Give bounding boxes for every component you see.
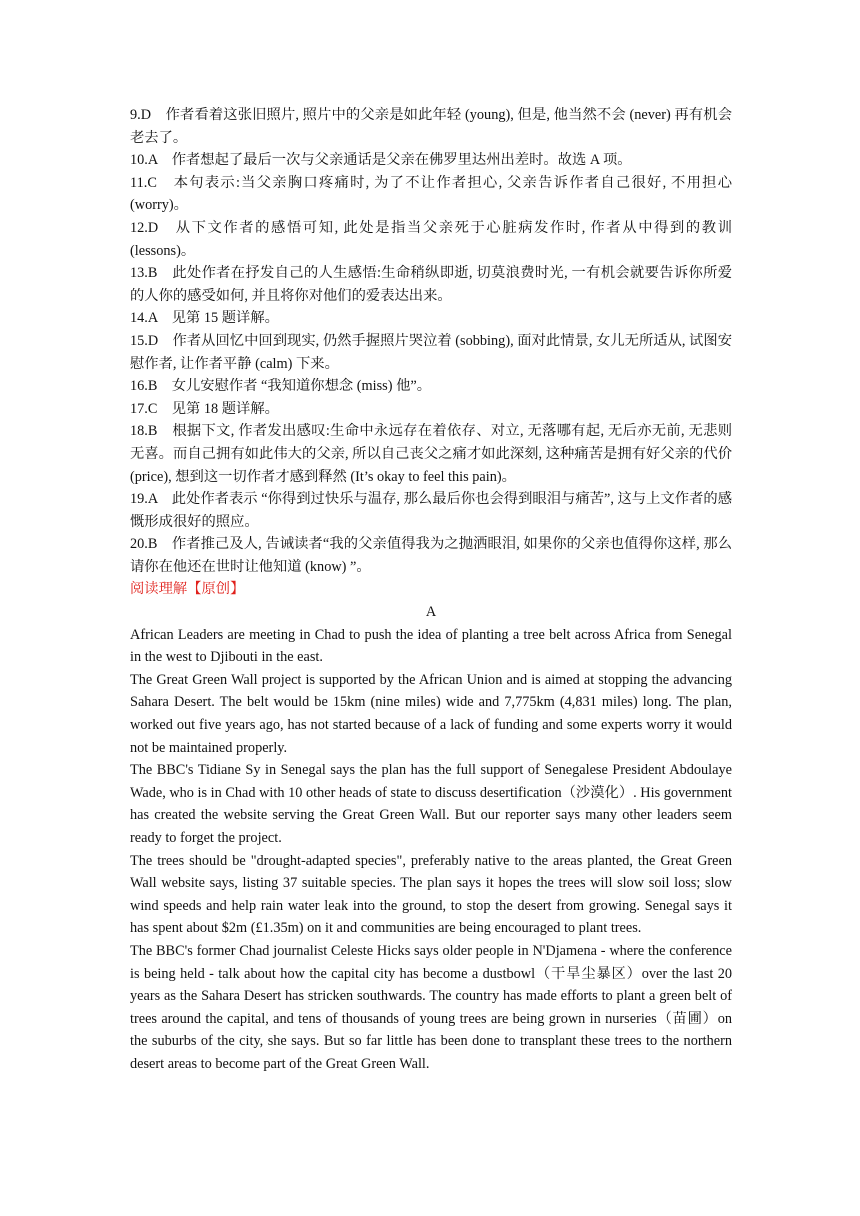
answer-9: 9.D 作者看着这张旧照片, 照片中的父亲是如此年轻 (young), 但是, 他当然不会 (never) 再有机会老去了。 — [130, 107, 732, 146]
answer-18: 18.B 根据下文, 作者发出感叹:生命中永远存在着依存、对立, 无落哪有起, 无后亦无前, 无悲则无喜。而自己拥有如此伟大的父亲, 所以自己丧父之痛才如此深刻, 这种痛苦是拥有好父亲的代价 (price), 想到这一切作者才感到释然 (It’s okay to feel this pain)。 — [130, 423, 732, 485]
passage-paragraph-1: African Leaders are meeting in Chad to push the idea of planting a tree belt across Africa from Senegal in the west to Djibouti in the east. — [130, 626, 732, 666]
answer-10: 10.A 作者想起了最后一次与父亲通话是父亲在佛罗里达州出差时。故选 A 项。 — [130, 152, 632, 169]
answer-16: 16.B 女儿安慰作者 “我知道你想念 (miss) 他”。 — [130, 378, 432, 395]
answer-14: 14.A 见第 15 题详解。 — [130, 310, 279, 327]
passage-paragraph-5: The BBC's former Chad journalist Celeste Hicks says older people in N'Djamena - where the conference is being held - talk about how the capital city has become a dustbowl（干旱尘暴区）over the last 20 years as the Sahara Desert has stricken southwards. The country has made efforts to plant a green belt of trees around the capital, and tens of thousands of young trees are being grown in nurseries（苗圃）on the suburbs of the city, she says. But so far little has been done to transplant these trees to the northern desert areas to become part of the Great Green Wall. — [130, 942, 732, 1072]
passage-paragraph-3: The BBC's Tidiane Sy in Senegal says the plan has the full support of Senegalese President Abdoulaye Wade, who is in Chad with 10 other heads of state to discuss desertification（沙漠化）. His government has created the website serving the Great Green Wall. But our reporter says many other leaders seem ready to forget the project. — [130, 762, 732, 846]
answer-17: 17.C 见第 18 题详解。 — [130, 400, 279, 417]
answer-12: 12.D 从下文作者的感悟可知, 此处是指当父亲死于心脏病发作时, 作者从中得到的教训 (lessons)。 — [130, 219, 732, 259]
section-heading: 阅读理解【原创】 — [130, 581, 245, 598]
answer-20: 20.B 作者推己及人, 告诫读者“我的父亲值得我为之抛洒眼泪, 如果你的父亲也值得你这样, 那么请你在他还在世时让他知道 (know) ”。 — [130, 536, 732, 575]
answer-19: 19.A 此处作者表示 “你得到过快乐与温存, 那么最后你也会得到眼泪与痛苦”, 这与上文作者的感慨形成很好的照应。 — [130, 491, 732, 530]
passage-label: A — [425, 604, 437, 621]
answer-11: 11.C 本句表示:当父亲胸口疼痛时, 为了不让作者担心, 父亲告诉作者自己很好, 不用担心 (worry)。 — [130, 174, 732, 214]
passage-paragraph-2: The Great Green Wall project is supported by the African Union and is aimed at stopping the advancing Sahara Desert. The belt would be 15km (nine miles) wide and 7,775km (4,831 miles) long. The plan, worked out five years ago, has not started because of a lack of funding and some experts worry it would not be maintained properly. — [130, 671, 732, 756]
passage-paragraph-4: The trees should be "drought-adapted species", preferably native to the areas planted, the Great Green Wall website says, listing 37 suitable species. The plan says it hopes the trees will slow soil loss; slow wind speeds and help rain water leak into the ground, to stop the desert from growing. Senegal says it has spent about $2m (£1.35m) on it and communities are being encouraged to plant trees. — [130, 852, 732, 937]
document-page — [130, 104, 732, 1076]
answer-15: 15.D 作者从回忆中回到现实, 仍然手握照片哭泣着 (sobbing), 面对此情景, 女儿无所适从, 试图安慰作者, 让作者平静 (calm) 下来。 — [130, 332, 732, 372]
answer-13: 13.B 此处作者在抒发自己的人生感悟:生命稍纵即逝, 切莫浪费时光, 一有机会就要告诉你所爱的人你的感受如何, 并且将你对他们的爱表达出来。 — [130, 265, 732, 304]
